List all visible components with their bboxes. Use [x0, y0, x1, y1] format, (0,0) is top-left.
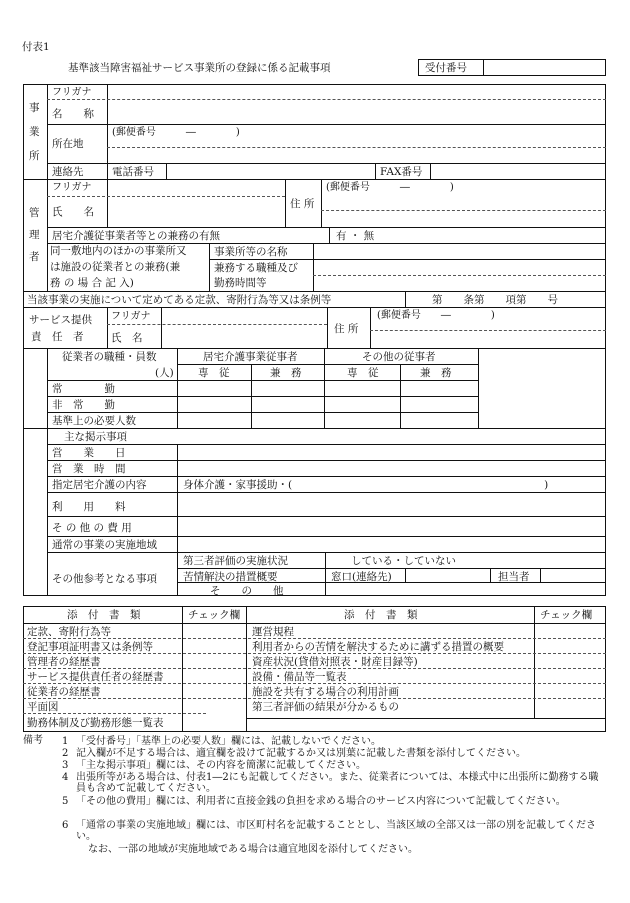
remark-5: 5 「その他の費用」欄には、利用者に直接金銭の負担を求める場合のサービス内容について記載してください。 [62, 796, 566, 807]
office-section-char-1: 事 [29, 102, 40, 114]
attachment-right-5: 施設を共有する場合の利用計画 [252, 686, 399, 698]
attachment-right-2: 利用者からの苦情を解決するために講ずる措置の概要 [252, 641, 504, 653]
staff-unit: (人) [155, 367, 174, 379]
attachment-left-7: 勤務体制及び勤務形態一覧表 [27, 717, 164, 729]
attachment-left-3: 管理者の経歴書 [27, 656, 101, 668]
notices-service-content-value: 身体介護・家事援助・( ) [183, 479, 549, 491]
manager-address-label: 住 所 [290, 198, 315, 210]
manager-section-char-2: 理 [29, 229, 40, 241]
manager-other-line1: 同一敷地内のほかの事業所又 [50, 245, 187, 257]
staff-full-1: 専 従 [198, 367, 230, 379]
attachment-left-2: 登記事項証明書又は条例等 [27, 641, 153, 653]
attachment-left-5: 従業者の経歴書 [27, 686, 101, 698]
manager-office-name-label: 事業所等の名称 [214, 246, 288, 258]
manager-concurrent-label: 居宅介護従事業者等との兼務の有無 [52, 230, 220, 242]
remarks-label: 備考 [23, 735, 43, 746]
manager-other-line3: 務 の 場 合 記 入) [50, 277, 134, 289]
manager-name-label: 氏 名 [52, 206, 94, 218]
remarks-footer: なお、一部の地域が実施地域である場合は適宜地図を添付してください。 [88, 844, 418, 855]
notices-third-party: 第三者評価の実施状況 [183, 555, 288, 567]
notices-business-hours: 営 業 時 間 [52, 463, 126, 475]
receipt-number-label: 受付番号 [425, 62, 467, 74]
remark-2: 2 記入欄が不足する場合は、適宜欄を設けて記載するか又は別葉に記載した書類を添付してください。 [62, 748, 526, 759]
notices-etc: そ の 他 [210, 585, 284, 597]
attachment-right-4: 設備・備品等一覧表 [252, 671, 347, 683]
remark-3: 3 「主な掲示事項」欄には、その内容を簡潔に記載してください。 [62, 760, 366, 771]
office-contact-label: 連絡先 [52, 166, 84, 178]
office-postal: (郵便番号 ― ) [112, 127, 240, 138]
attachment-left-4: サービス提供責任者の経歴書 [27, 671, 164, 683]
staff-group-1: 居宅介護事業従事者 [203, 351, 298, 363]
staff-row-parttime: 非 常 勤 [52, 399, 115, 411]
notices-service-area: 通常の事業の実施地域 [52, 539, 157, 551]
office-section-char-2: 業 [29, 126, 40, 138]
notices-other-label: その他参考となる事項 [52, 573, 157, 585]
staff-header: 従業者の職種・員数 [62, 351, 157, 363]
notices-person: 担当者 [498, 571, 530, 583]
form-title: 基準該当障害福祉サービス事業所の登録に係る記載事項 [68, 62, 331, 74]
manager-postal: (郵便番号 ― ) [326, 182, 454, 193]
notices-third-party-value: している・していない [351, 555, 456, 567]
manager-furigana-label: フリガナ [52, 182, 92, 193]
staff-group-2: その他の従事者 [362, 351, 436, 363]
notices-complaint: 苦情解決の措置概要 [183, 571, 278, 583]
remark-1: 1 「受付番号」「基準上の必要人数」欄には、記載しないでください。 [62, 736, 381, 747]
attachment-right-6: 第三者評価の結果が分かるもの [252, 701, 399, 713]
manager-concurrent-value: 有 ・ 無 [336, 230, 375, 242]
office-address-label: 所在地 [52, 138, 84, 150]
staff-part-1: 兼 務 [270, 367, 302, 379]
notices-business-days: 営 業 日 [52, 447, 126, 459]
office-phone-label: 電話番号 [112, 166, 154, 178]
attachments-col-check-left: チェック欄 [188, 609, 241, 621]
manager-section-char-3: 者 [29, 251, 40, 263]
remark-4: 4 出張所等がある場合は、付表1―2にも記載してください。また、従業者については、本様式中に出張所に勤務する職員も含めて記載してください。 [62, 772, 599, 794]
rules-label: 当該事業の実施について定めてある定款、寄附行為等又は条例等 [27, 294, 332, 306]
attachment-left-6: 平面図 [27, 701, 59, 713]
office-section-char-3: 所 [29, 150, 40, 162]
attachments-col-check-right: チェック欄 [540, 609, 593, 621]
office-furigana-label: フリガナ [52, 87, 92, 98]
provider-address-label: 住 所 [334, 323, 359, 335]
office-name-label: 名 称 [52, 108, 94, 120]
manager-section-char-1: 管 [29, 207, 40, 219]
notices-header: 主な掲示事項 [64, 431, 127, 443]
provider-label-line2: 責 任 者 [31, 331, 84, 343]
staff-row-required: 基準上の必要人数 [52, 415, 136, 427]
rules-value: 第 条第 項第 号 [432, 294, 558, 306]
provider-name-label: 氏 名 [111, 332, 143, 344]
attachments-col-title-left: 添 付 書 類 [67, 609, 141, 621]
attachment-right-3: 資産状況(貸借対照表・財産目録等) [252, 656, 418, 668]
notices-fee: 利 用 料 [52, 501, 126, 513]
provider-postal: (郵便番号 ― ) [377, 310, 495, 321]
staff-row-fulltime: 常 勤 [52, 383, 115, 395]
notices-other-fees: そ の 他 の 費 用 [52, 522, 132, 534]
remark-6: 6 「通常の事業の実施地域」欄には、市区町村名を記載することとし、当該区域の全部又は一部の別を記載してください。 [62, 820, 596, 842]
staff-full-2: 専 従 [347, 367, 379, 379]
office-fax-label: FAX番号 [380, 166, 423, 178]
provider-label-line1: サービス提供 [29, 314, 92, 326]
provider-furigana-label: フリガナ [111, 311, 151, 322]
notices-window: 窓口(連絡先) [331, 571, 392, 583]
attachments-col-title-right: 添 付 書 類 [344, 609, 418, 621]
staff-part-2: 兼 務 [420, 367, 452, 379]
attachment-right-1: 運営規程 [252, 626, 294, 638]
manager-other-line2: は施設の従業者との兼務(兼 [50, 261, 181, 273]
manager-duty-line2: 勤務時間等 [214, 277, 267, 289]
manager-duty-line1: 兼務する職種及び [214, 262, 298, 274]
attachment-left-1: 定款、寄附行為等 [27, 626, 111, 638]
notices-service-content: 指定居宅介護の内容 [52, 479, 147, 491]
appendix-label: 付表1 [22, 41, 50, 53]
